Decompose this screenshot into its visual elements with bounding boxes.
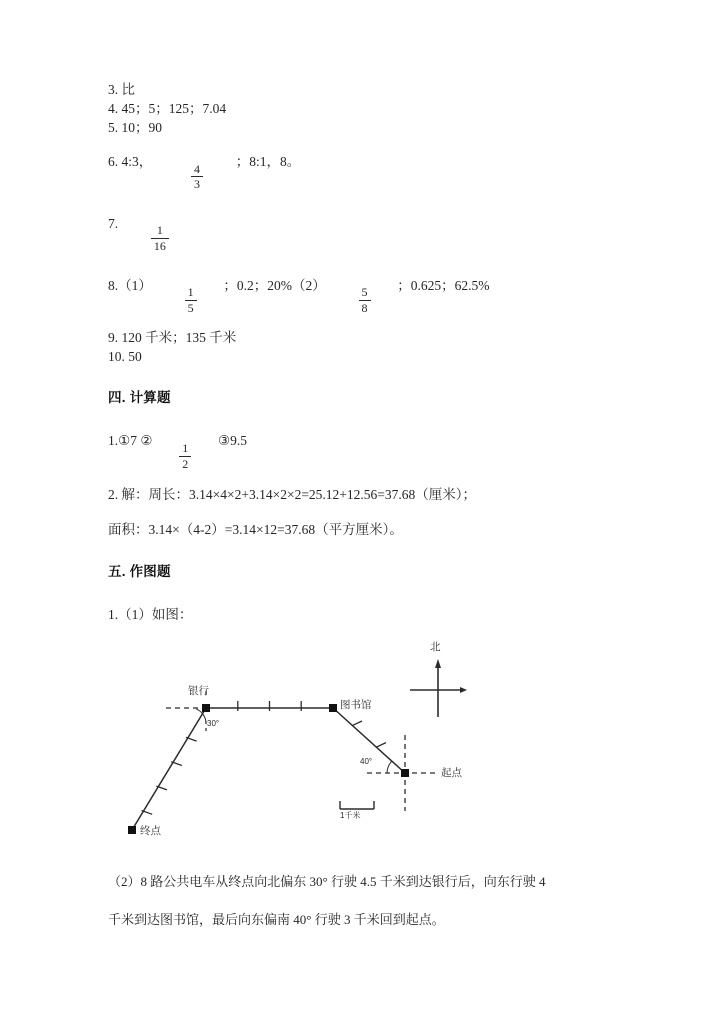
spacer	[108, 470, 628, 484]
fraction-numerator: 1	[156, 223, 163, 238]
node-marker-startpoint	[401, 769, 409, 777]
route-diagram-svg	[108, 635, 628, 863]
spacer	[108, 191, 628, 213]
fraction-denominator: 8	[359, 300, 371, 315]
diagram-label-endpoint: 终点	[140, 825, 161, 838]
compass-north-arrowhead	[435, 659, 441, 668]
answer-8-prefix: 8.（1）	[108, 277, 152, 293]
ticks-endpoint-to-bank	[142, 737, 197, 814]
spacer	[108, 408, 628, 430]
diagram-label-bank: 银行	[188, 685, 209, 698]
answer-6-prefix: 6. 4:3，	[108, 154, 153, 169]
fraction-five-eighths	[359, 286, 371, 314]
page-content	[108, 80, 628, 939]
ticks-bank-to-library	[238, 701, 301, 711]
diagram-label-scale: 1千米	[340, 811, 361, 821]
answer-8-suffix: ；0.625；62.5%	[397, 277, 490, 293]
calc-1-prefix: 1.①7 ②	[108, 433, 153, 449]
node-marker-library	[329, 704, 337, 712]
spacer	[108, 366, 628, 388]
spacer	[108, 582, 628, 604]
answer-7-prefix: 7.	[108, 215, 119, 231]
fraction-denominator: 16	[151, 238, 169, 253]
node-marker-endpoint	[128, 826, 136, 834]
fraction-four-thirds	[191, 163, 203, 191]
drawing-q1-part2-line1: （2）8 路公共电车从终点向北偏东 30° 行驶 4.5 千米到达银行后，向东行驶 4	[108, 874, 546, 890]
spacer	[108, 505, 628, 519]
fraction-denominator: 3	[191, 176, 203, 191]
spacer	[108, 540, 628, 562]
ticks-library-to-startpoint	[352, 721, 386, 747]
calc-line-1	[108, 430, 628, 470]
section-heading-five: 五. 作图题	[108, 564, 171, 580]
diagram-label-library: 图书馆	[340, 699, 372, 712]
drawing-q1-intro: 1.（1）如图：	[108, 607, 193, 623]
answer-6-suffix: ；8:1，8。	[235, 154, 301, 169]
fraction-denominator: 2	[179, 456, 191, 471]
spacer	[108, 253, 628, 275]
diagram-label-north: 北	[430, 641, 441, 654]
answer-line-10: 10. 50	[108, 349, 142, 365]
diagram-label-startpoint: 起点	[441, 767, 462, 780]
answer-line-4: 4. 45；5；125；7.04	[108, 101, 227, 116]
answer-line-9: 9. 120 千米；135 千米	[108, 330, 237, 346]
route-diagram	[108, 635, 628, 863]
diagram-angle-label-30: 30°	[207, 719, 220, 729]
fraction-numerator: 5	[361, 285, 368, 300]
spacer	[108, 314, 628, 328]
compass-east-arrowhead	[460, 687, 467, 693]
calc-line-2a: 2. 解：周长：3.14×4×2+3.14×2×2=25.12+12.56=37.68（厘米）；	[108, 487, 477, 503]
section-heading-four: 四. 计算题	[108, 390, 171, 406]
node-marker-bank	[202, 704, 210, 712]
fraction-numerator: 1	[182, 440, 189, 455]
fraction-one-sixteenth	[151, 224, 169, 252]
fraction-numerator: 4	[194, 161, 201, 176]
answer-line-3: 3. 比	[108, 82, 135, 97]
calc-1-suffix: ③9.5	[217, 433, 247, 449]
answer-line-7	[108, 213, 628, 253]
answer-line-5: 5. 10；90	[108, 120, 162, 135]
answer-line-8	[108, 275, 628, 315]
answer-8-middle: ；0.2；20%（2）	[223, 277, 326, 293]
fraction-one-half	[179, 442, 191, 470]
angle-arc-40	[387, 762, 392, 774]
fraction-one-fifth	[185, 286, 197, 314]
fraction-numerator: 1	[187, 285, 194, 300]
answer-line-6	[108, 151, 628, 191]
fraction-denominator: 5	[185, 300, 197, 315]
diagram-angle-label-40: 40°	[360, 757, 373, 767]
drawing-q1-part2-line2: 千米到达图书馆，最后向东偏南 40° 行驶 3 千米回到起点。	[108, 912, 445, 928]
calc-line-2b: 面积：3.14×（4-2）=3.14×12=37.68（平方厘米）。	[108, 522, 403, 538]
spacer	[108, 137, 628, 151]
